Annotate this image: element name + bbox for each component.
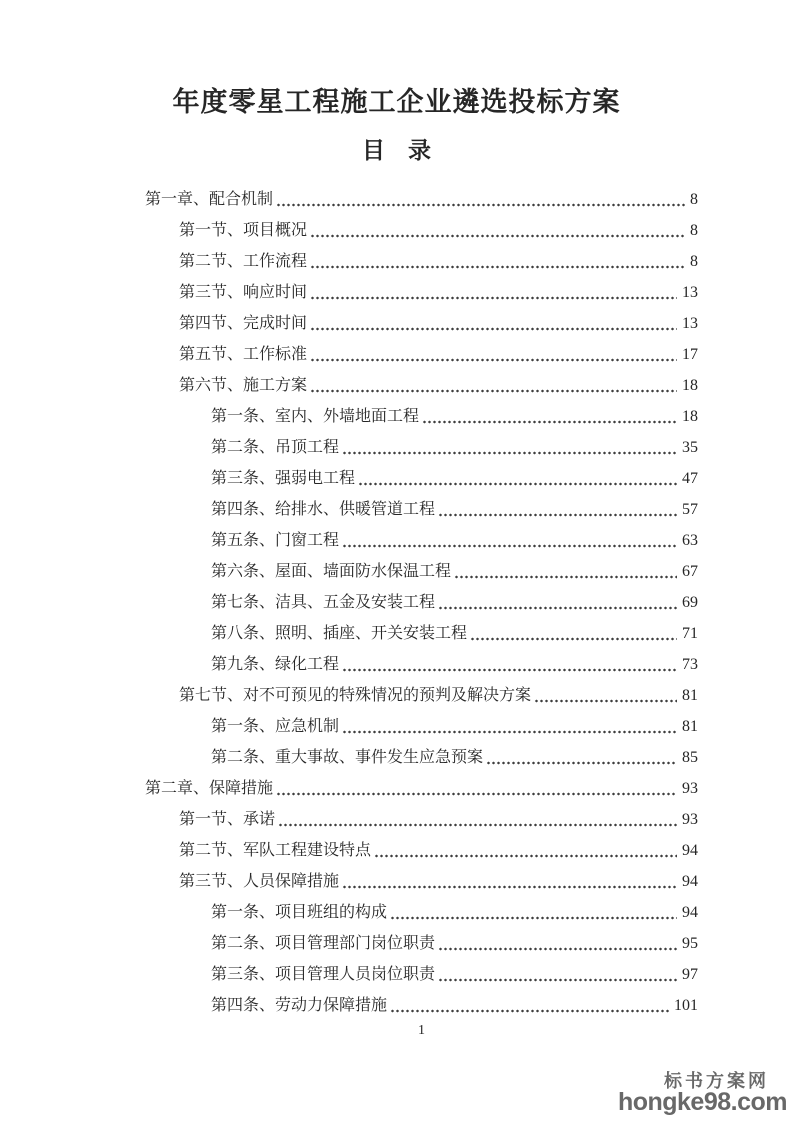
toc-entry-page: 57 — [682, 501, 698, 518]
toc-entry-label: 第六节、施工方案 — [179, 377, 308, 394]
toc-entry-label: 第八条、照明、插座、开关安装工程 — [211, 625, 468, 642]
toc-entry[interactable] — [145, 521, 698, 552]
toc-entry-label: 第一条、项目班组的构成 — [211, 904, 388, 921]
toc-entry[interactable] — [145, 955, 698, 986]
toc-entry-page: 73 — [682, 656, 698, 673]
toc-entry-label: 第四节、完成时间 — [179, 315, 308, 332]
toc-entry[interactable] — [145, 645, 698, 676]
watermark-site-name: 标书方案网 — [664, 1071, 769, 1091]
toc-dot-leader — [342, 668, 677, 672]
toc-entry[interactable] — [145, 211, 698, 242]
toc-dot-leader — [470, 637, 677, 641]
toc-dot-leader — [438, 947, 677, 951]
page-number: 1 — [418, 1023, 425, 1038]
toc-dot-leader — [390, 1009, 669, 1013]
toc-entry[interactable] — [145, 428, 698, 459]
toc-entry-label: 第五节、工作标准 — [179, 346, 308, 363]
toc-entry-label: 第六条、屋面、墙面防水保温工程 — [211, 563, 452, 580]
toc-entry-label: 第九条、绿化工程 — [211, 656, 340, 673]
toc-dot-leader — [438, 513, 677, 517]
document-title: 年度零星工程施工企业遴选投标方案 — [172, 87, 621, 117]
toc-entry-label: 第三条、项目管理人员岗位职责 — [211, 966, 436, 983]
toc-entry-page: 8 — [690, 191, 698, 208]
toc-entry-label: 第一条、室内、外墙地面工程 — [211, 408, 420, 425]
toc-list — [145, 180, 698, 1017]
toc-entry[interactable] — [145, 924, 698, 955]
toc-entry-page: 81 — [682, 718, 698, 735]
toc-entry-page: 94 — [682, 873, 698, 890]
toc-entry-label: 第一节、项目概况 — [179, 222, 308, 239]
toc-entry-page: 63 — [682, 532, 698, 549]
toc-entry[interactable] — [145, 366, 698, 397]
toc-entry[interactable] — [145, 800, 698, 831]
toc-dot-leader — [278, 823, 677, 827]
toc-entry-page: 47 — [682, 470, 698, 487]
toc-entry-label: 第五条、门窗工程 — [211, 532, 340, 549]
toc-dot-leader — [390, 916, 677, 920]
toc-entry-label: 第二章、保障措施 — [145, 780, 274, 797]
toc-entry-page: 85 — [682, 749, 698, 766]
toc-dot-leader — [438, 978, 677, 982]
toc-entry[interactable] — [145, 180, 698, 211]
toc-entry-page: 35 — [682, 439, 698, 456]
toc-dot-leader — [342, 451, 677, 455]
toc-entry-page: 13 — [682, 284, 698, 301]
toc-dot-leader — [374, 854, 677, 858]
toc-entry-page: 101 — [674, 997, 698, 1014]
toc-entry-label: 第二节、军队工程建设特点 — [179, 842, 372, 859]
toc-entry[interactable] — [145, 459, 698, 490]
watermark-site-url: hongke98.com — [617, 1088, 787, 1116]
toc-dot-leader — [310, 327, 677, 331]
toc-entry-page: 18 — [682, 377, 698, 394]
toc-entry-label: 第七节、对不可预见的特殊情况的预判及解决方案 — [179, 687, 532, 704]
toc-entry[interactable] — [145, 769, 698, 800]
toc-entry-label: 第一条、应急机制 — [211, 718, 340, 735]
toc-dot-leader — [310, 265, 685, 269]
toc-entry-label: 第二条、项目管理部门岗位职责 — [211, 935, 436, 952]
toc-entry-page: 97 — [682, 966, 698, 983]
toc-dot-leader — [422, 420, 677, 424]
toc-dot-leader — [342, 544, 677, 548]
toc-entry-page: 81 — [682, 687, 698, 704]
toc-entry[interactable] — [145, 986, 698, 1017]
toc-entry-label: 第二条、重大事故、事件发生应急预案 — [211, 749, 484, 766]
toc-entry-page: 71 — [682, 625, 698, 642]
toc-entry[interactable] — [145, 273, 698, 304]
toc-entry[interactable] — [145, 676, 698, 707]
toc-dot-leader — [486, 761, 677, 765]
toc-dot-leader — [534, 699, 677, 703]
toc-entry[interactable] — [145, 583, 698, 614]
toc-entry[interactable] — [145, 862, 698, 893]
toc-dot-leader — [276, 203, 685, 207]
toc-entry-page: 94 — [682, 842, 698, 859]
toc-entry[interactable] — [145, 335, 698, 366]
toc-entry-label: 第三节、响应时间 — [179, 284, 308, 301]
toc-entry[interactable] — [145, 707, 698, 738]
toc-dot-leader — [454, 575, 677, 579]
toc-dot-leader — [342, 885, 677, 889]
toc-entry-label: 第一章、配合机制 — [145, 191, 274, 208]
toc-entry-page: 95 — [682, 935, 698, 952]
toc-entry[interactable] — [145, 614, 698, 645]
toc-entry-page: 69 — [682, 594, 698, 611]
toc-heading: 目 录 — [362, 138, 431, 163]
toc-entry-page: 67 — [682, 563, 698, 580]
toc-entry-page: 8 — [690, 222, 698, 239]
toc-entry[interactable] — [145, 490, 698, 521]
toc-entry-label: 第二节、工作流程 — [179, 253, 308, 270]
toc-entry-page: 13 — [682, 315, 698, 332]
toc-entry-page: 8 — [690, 253, 698, 270]
toc-dot-leader — [310, 358, 677, 362]
toc-entry-label: 第四条、给排水、供暖管道工程 — [211, 501, 436, 518]
toc-entry-page: 94 — [682, 904, 698, 921]
toc-dot-leader — [358, 482, 677, 486]
toc-entry[interactable] — [145, 242, 698, 273]
toc-entry-page: 93 — [682, 811, 698, 828]
toc-entry-label: 第四条、劳动力保障措施 — [211, 997, 388, 1014]
toc-entry-page: 18 — [682, 408, 698, 425]
toc-dot-leader — [310, 234, 685, 238]
watermark — [618, 1072, 787, 1114]
toc-entry-label: 第三节、人员保障措施 — [179, 873, 340, 890]
toc-entry-label: 第一节、承诺 — [179, 811, 276, 828]
toc-dot-leader — [276, 792, 677, 796]
toc-entry-page: 93 — [682, 780, 698, 797]
toc-entry-label: 第三条、强弱电工程 — [211, 470, 356, 487]
toc-entry[interactable] — [145, 738, 698, 769]
toc-dot-leader — [342, 730, 677, 734]
toc-dot-leader — [310, 389, 677, 393]
toc-entry-label: 第二条、吊顶工程 — [211, 439, 340, 456]
toc-entry[interactable] — [145, 304, 698, 335]
toc-entry-page: 17 — [682, 346, 698, 363]
toc-dot-leader — [438, 606, 677, 610]
toc-entry[interactable] — [145, 893, 698, 924]
toc-entry-label: 第七条、洁具、五金及安装工程 — [211, 594, 436, 611]
toc-entry[interactable] — [145, 552, 698, 583]
toc-dot-leader — [310, 296, 677, 300]
toc-entry[interactable] — [145, 831, 698, 862]
toc-entry[interactable] — [145, 397, 698, 428]
